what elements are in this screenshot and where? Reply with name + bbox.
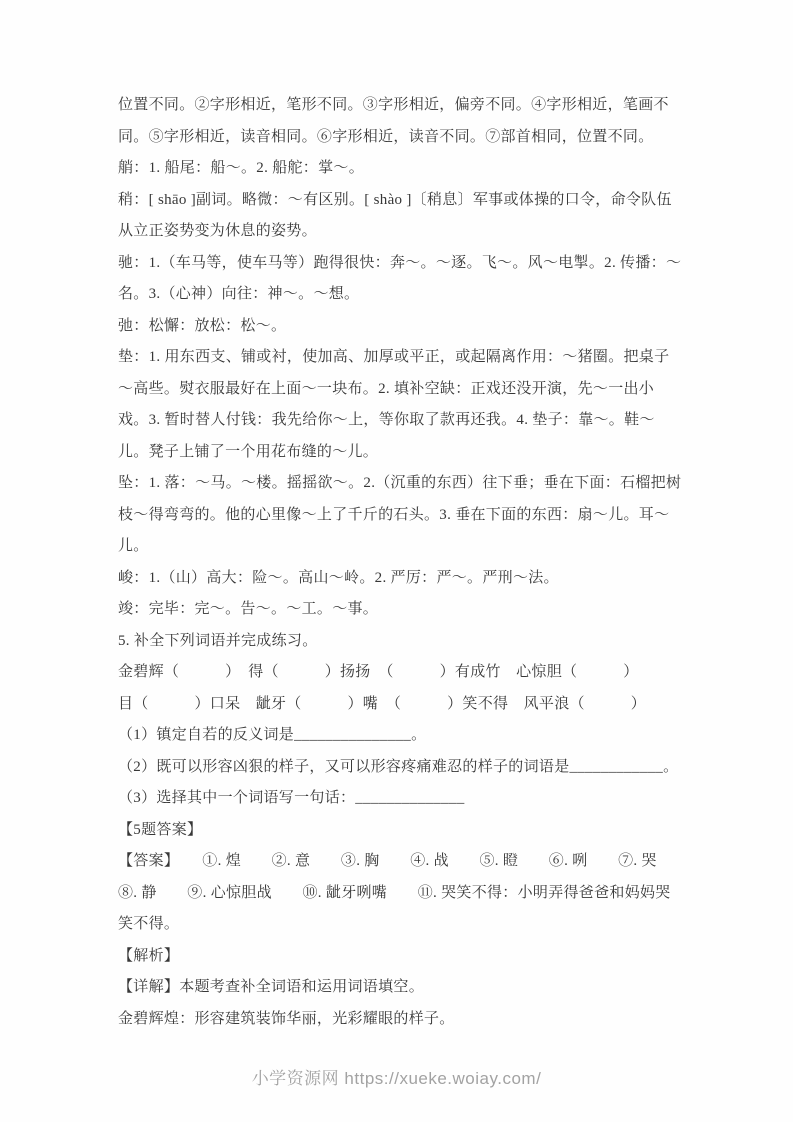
- blank-fill-row-2: 目（ ）口呆 龇牙（ ）嘴 （ ）笑不得 风平浪（ ）: [118, 695, 647, 712]
- sub-question-3: （3）选择其中一个词语写一句话：______________: [118, 790, 465, 806]
- answer-line: 【答案】 ①. 煌 ②. 意 ③. 胸 ④. 战 ⑤. 瞪 ⑥. 咧 ⑦. 哭 ⑧. 静 ⑨. 心惊胆战 ⑩. 龇牙咧嘴 ⑪. 哭笑不得：小明弄得爸爸和妈妈哭笑不得。: [118, 853, 688, 932]
- continued-note-paragraph: 位置不同。②字形相近，笔形不同。③字形相近，偏旁不同。④字形相近，笔画不同。⑤字形相近，读音相同。⑥字形相近，读音不同。⑦部首相同，位置不同。: [118, 97, 669, 145]
- site-name: 小学资源网: [251, 1069, 340, 1088]
- definition-shao-boat: 艄：1. 船尾：船～。2. 船舵：掌～。: [118, 160, 365, 176]
- document-body: [118, 90, 688, 1035]
- definition-shao-slightly: 稍：[ shāo ]副词。略微：～有区别。[ shào ]〔稍息〕军事或体操的口令，命令队伍从立正姿势变为休息的姿势。: [118, 191, 672, 239]
- definition-chi-relax: 弛：松懈：放松：松～。: [118, 317, 287, 334]
- definition-chi-gallop: 驰：1.（车马等，使车马等）跑得很快：奔～。～逐。飞～。风～电掣。2. 传播：～名。3.（心神）向往：神～。～想。: [118, 254, 682, 302]
- definition-jun-lofty: 峻：1.（山）高大：险～。高山～岭。2. 严厉：严～。严刑～法。: [118, 569, 559, 586]
- blank-fill-row-1: 金碧辉（ ） 得（ ）扬扬 （ ）有成竹 心惊胆（ ）: [118, 664, 639, 680]
- definition-jun-complete: 竣：完毕：完～。告～。～工。～事。: [118, 601, 379, 617]
- idiom-explanation-line: 金碧辉煌：形容建筑装饰华丽，光彩耀眼的样子。: [118, 1010, 455, 1027]
- question-5-heading: 5. 补全下列词语并完成练习。: [118, 632, 318, 649]
- site-url: https://xueke.woiay.com/: [344, 1069, 542, 1088]
- answer-section-label: 【5题答案】: [118, 821, 203, 838]
- site-watermark: [0, 1064, 793, 1089]
- sub-question-1: （1）镇定自若的反义词是_______________。: [118, 727, 427, 743]
- definition-zhui-fall: 坠：1. 落：～马。～楼。摇摇欲～。2.（沉重的东西）往下垂；垂在下面：石榴把树枝～得弯弯的。他的心里像～上了千斤的石头。3. 垂在下面的东西：扇～儿。耳～儿。: [118, 475, 682, 554]
- sub-question-2: （2）既可以形容凶狠的样子，又可以形容疼痛难忍的样子的词语是____________。: [118, 758, 679, 775]
- detailed-explanation-line: 【详解】本题考查补全词语和运用词语填空。: [118, 979, 425, 995]
- definition-dian-pad: 垫：1. 用东西支、铺或衬，使加高、加厚或平正，或起隔离作用：～猪圈。把桌子～高些。熨衣服最好在上面～一块布。2. 填补空缺：正戏还没开演，先～一出小戏。3. 暂时替人付钱：我先给你～上，等你取了款再还我。4. 垫子：靠～。鞋～儿。凳子上铺了一个用花布缝的～儿。: [118, 349, 670, 460]
- analysis-label: 【解析】: [118, 947, 180, 964]
